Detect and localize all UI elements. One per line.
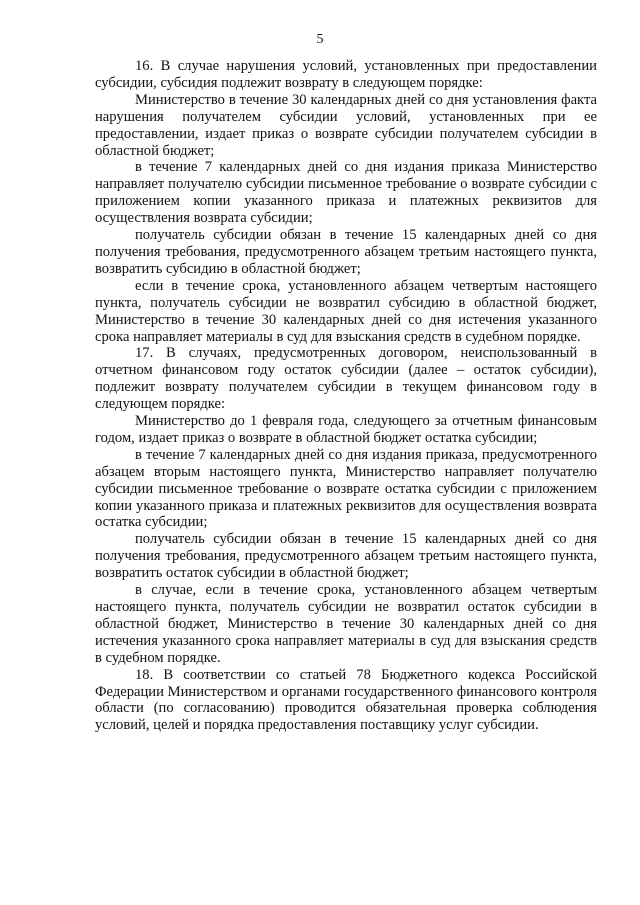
paragraph-16-subitem-4: если в течение срока, установленного абзацем четвертым настоящего пункта, получатель субсидии не возвратил субсидию в областной бюджет, Министерство в течение 30 календарных дней со дня истечения указанного срока направляет материалы в суд для взыскания средств в судебном порядке.: [95, 277, 597, 345]
paragraph-17-subitem-2: в течение 7 календарных дней со дня издания приказа, предусмотренного абзацем вторым настоящего пункта, Министерство направляет получателю субсидии письменное требование о возврате остатка субсидии с приложением копии указанного приказа и платежных реквизитов для осуществления возврата остатка субсидии;: [95, 446, 597, 531]
paragraph-17-subitem-4: в случае, если в течение срока, установленного абзацем четвертым настоящего пункта, получатель субсидии не возвратил остаток субсидии в областной бюджет, Министерство в течение 30 календарных дней со дня истечения указанного срока направляет материалы в суд для взыскания средств в судебном порядке.: [95, 582, 597, 666]
paragraph-16-subitem-2: в течение 7 календарных дней со дня издания приказа Министерство направляет получателю субсидии письменное требование о возврате субсидии с приложением копии указанного приказа и платежных реквизитов для осуществления возврата субсидии;: [95, 159, 597, 227]
document-body: [95, 58, 597, 734]
page-number: 5: [316, 32, 324, 47]
paragraph-17: 17. В случаях, предусмотренных договором, неиспользованный в отчетном финансовом году остаток субсидии (далее – остаток субсидии), подлежит возврату получателем субсидии в текущем финансовом году в следующем порядке:: [95, 345, 597, 413]
paragraph-16-subitem-3: получатель субсидии обязан в течение 15 календарных дней со дня получения требования, предусмотренного абзацем третьим настоящего пункта, возвратить субсидию в областной бюджет;: [95, 227, 597, 277]
paragraph-16: 16. В случае нарушения условий, установленных при предоставлении субсидии, субсидия подлежит возврату в следующем порядке:: [95, 58, 597, 91]
paragraph-17-subitem-3: получатель субсидии обязан в течение 15 календарных дней со дня получения требования, предусмотренного абзацем третьим настоящего пункта, возвратить остаток субсидии в областной бюджет;: [95, 531, 597, 582]
paragraph-16-subitem-1: Министерство в течение 30 календарных дней со дня установления факта нарушения получателем субсидии условий, установленных при ее предоставлении, издает приказ о возврате субсидии получателем субсидии в областной бюджет;: [95, 91, 597, 159]
paragraph-18: 18. В соответствии со статьей 78 Бюджетного кодекса Российской Федерации Министерством и органами государственного финансового контроля области (по согласованию) проводится обязательная проверка соблюдения условий, целей и порядка предоставления поставщику услуг субсидии.: [95, 666, 597, 734]
paragraph-17-subitem-1: Министерство до 1 февраля года, следующего за отчетным финансовым годом, издает приказ о возврате в областной бюджет остатка субсидии;: [95, 413, 597, 446]
